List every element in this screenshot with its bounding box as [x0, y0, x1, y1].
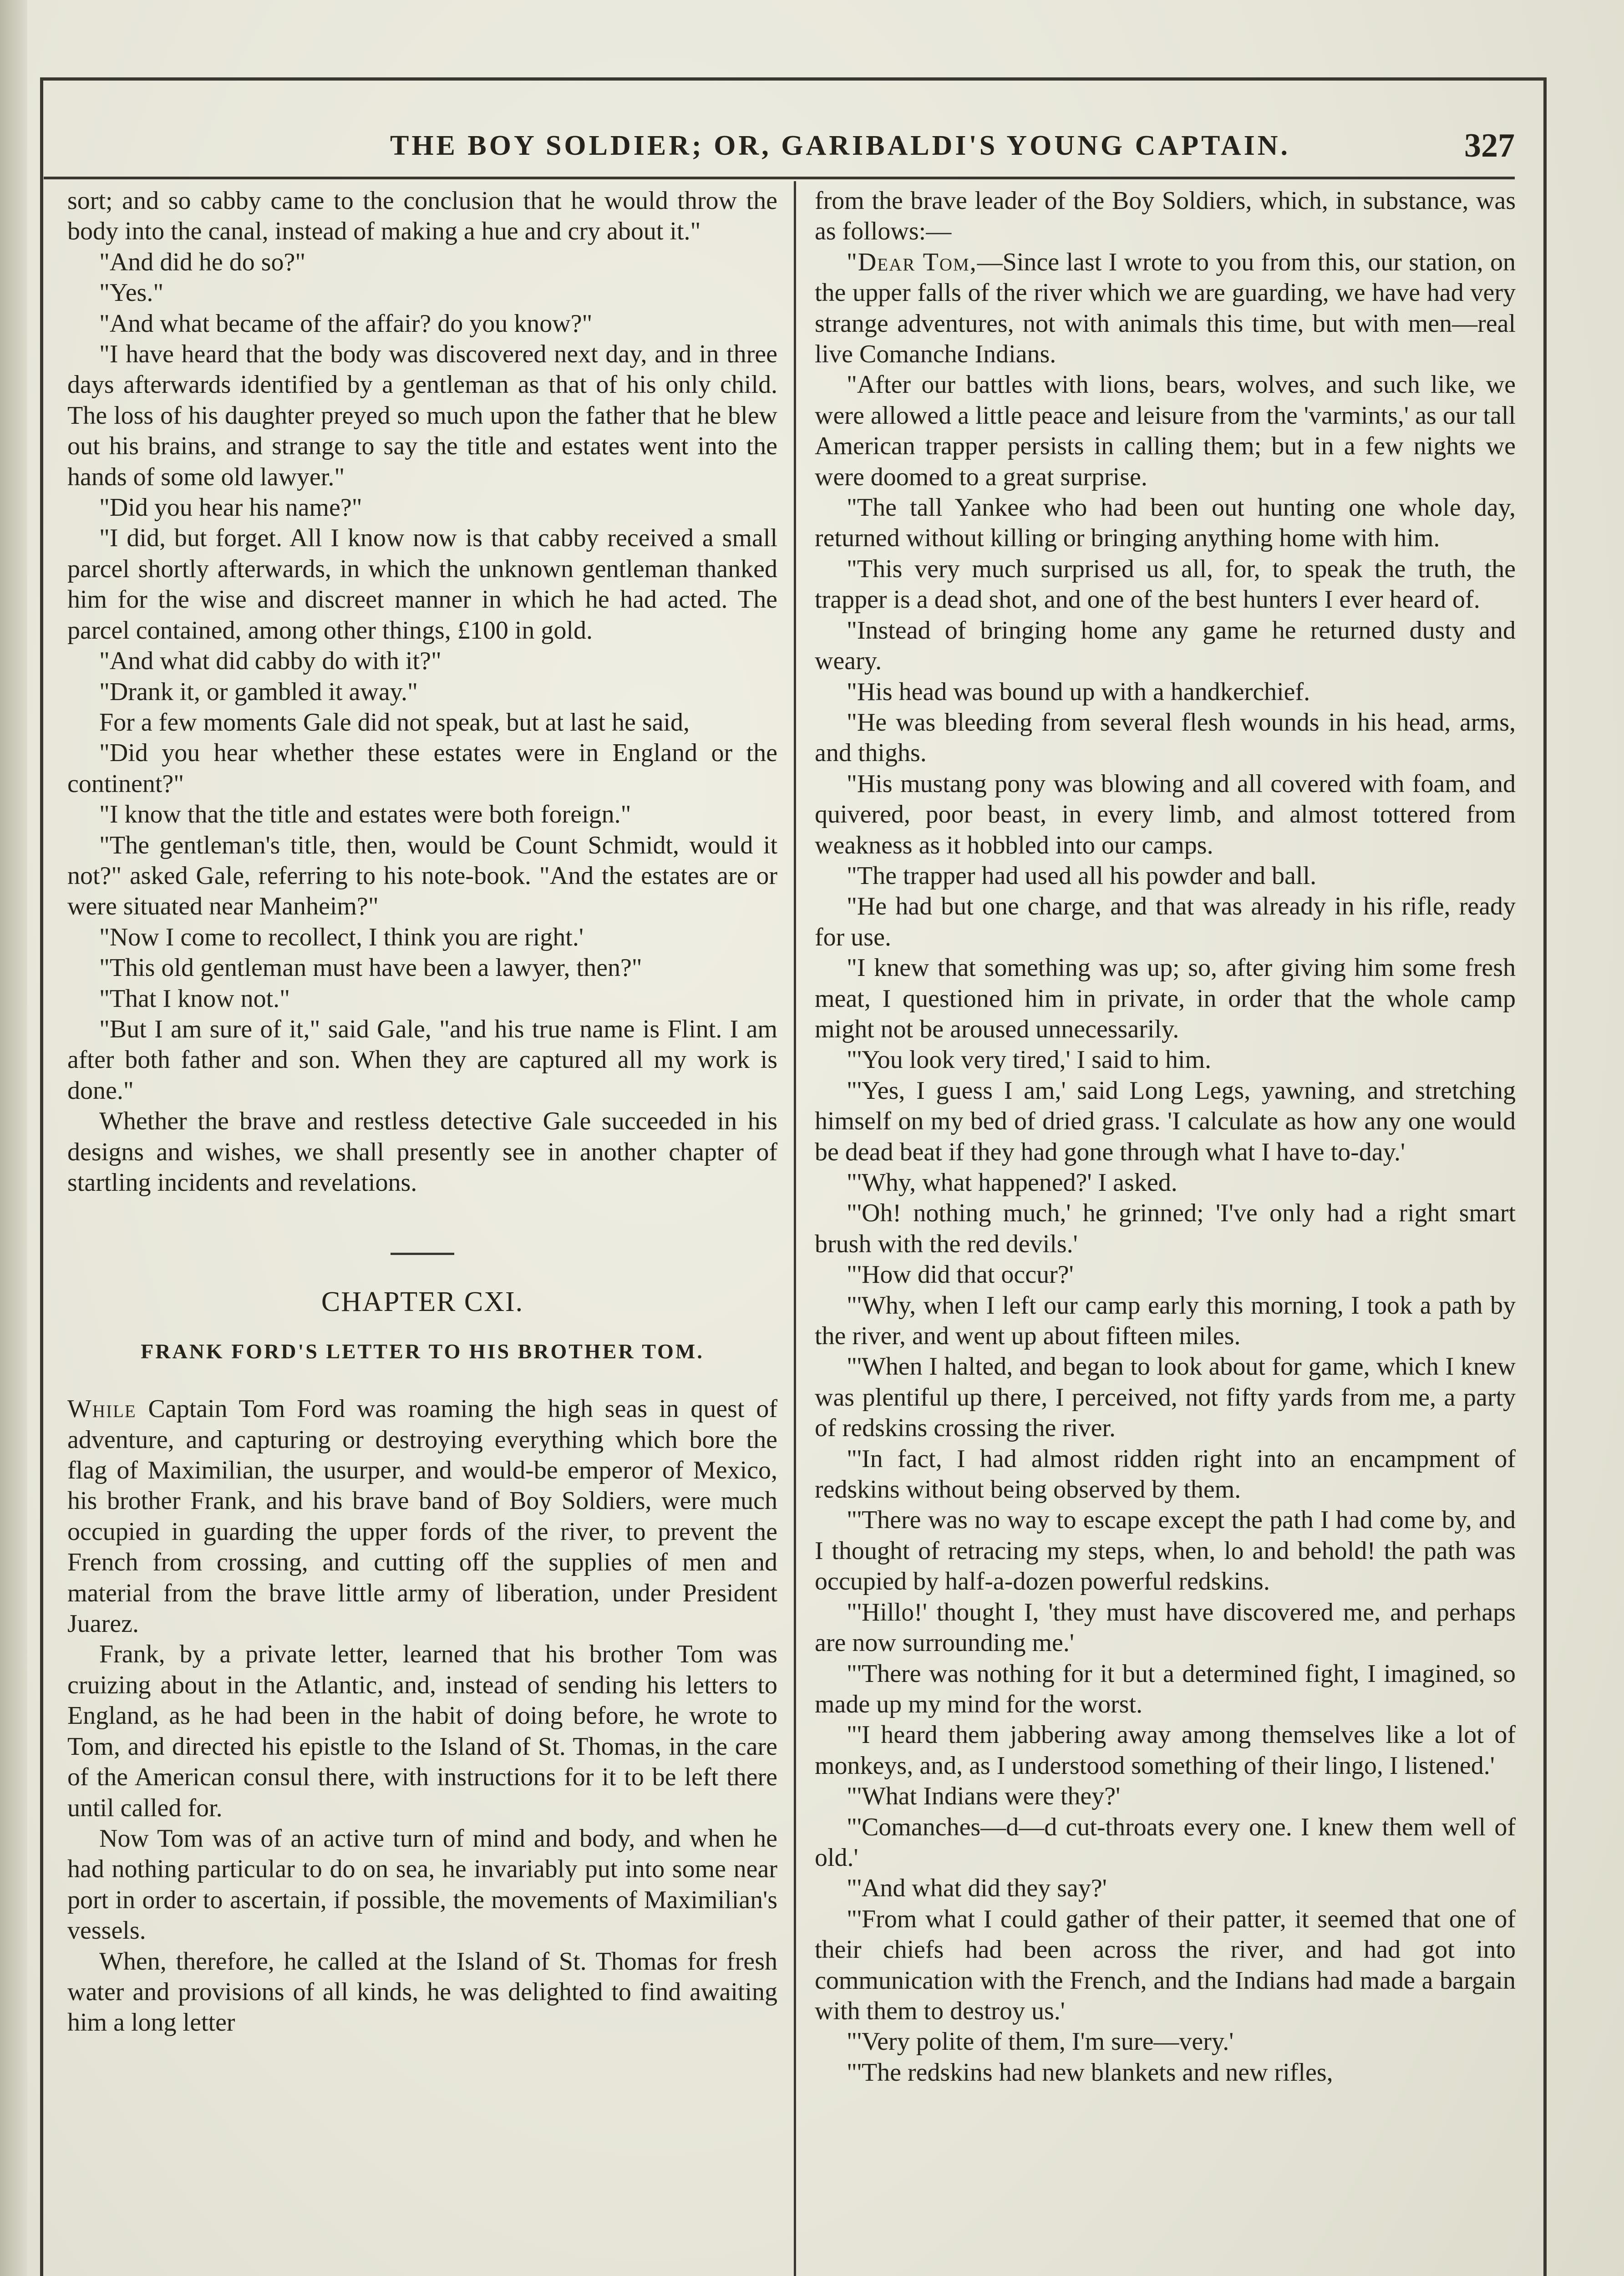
- paragraph: "I know that the title and estates were both foreign.": [99, 800, 631, 829]
- paragraph: "He was bleeding from several flesh wounds in his head, arms, and thighs.: [815, 708, 1516, 767]
- paragraph: "That I know not.": [99, 984, 290, 1013]
- paragraph: "Did you hear whether these estates were in England or the continent?": [67, 739, 777, 798]
- paragraph: "The tall Yankee who had been out hunting one whole day, returned without killing or bringing anything home with him.: [815, 493, 1516, 553]
- paragraph: "'Oh! nothing much,' he grinned; 'I've only had a right smart brush with the red devils.': [815, 1199, 1516, 1258]
- paragraph: "I knew that something was up; so, after giving him some fresh meat, I questioned him in private, in order that the whole camp might not be aroused unnecessarily.: [815, 954, 1516, 1043]
- paragraph: "But I am sure of it," said Gale, "and his true name is Flint. I am after both father and son. When they are captured all my work is done.": [67, 1015, 777, 1105]
- paragraph: "Yes.": [99, 279, 164, 307]
- paragraph: "'Why, what happened?' I asked.: [847, 1168, 1177, 1197]
- left-column: [67, 186, 777, 2276]
- paragraph: "'In fact, I had almost ridden right into an encampment of redskins without being observed by them.: [815, 1444, 1516, 1504]
- paragraph: Now Tom was of an active turn of mind and body, and when he had nothing particular to do on sea, he invariably put into some near port in order to ascertain, if possible, the movements of Maximilian's vessels.: [67, 1824, 777, 1945]
- paragraph: "This old gentleman must have been a lawyer, then?": [99, 954, 642, 982]
- paragraph-body: —Since last I wrote to you from this, our station, on the upper falls of the river which we are guarding, we have had very strange adventures, not with animals this time, but with men—real live Comanche Indians.: [815, 248, 1516, 369]
- drop-lead-word: While: [67, 1395, 137, 1423]
- paragraph: from the brave leader of the Boy Soldiers, which, in substance, was as follows:—: [815, 187, 1516, 246]
- paragraph: "Instead of bringing home any game he returned dusty and weary.: [815, 616, 1516, 676]
- header-rule: [44, 177, 1515, 179]
- paragraph: "'There was nothing for it but a determined fight, I imagined, so made up my mind for the worst.: [815, 1659, 1516, 1718]
- paragraph: Whether the brave and restless detective Gale succeeded in his designs and wishes, we shall presently see in another chapter of startling incidents and revelations.: [67, 1107, 777, 1197]
- paragraph: "And what became of the affair? do you know?": [99, 309, 593, 338]
- paragraph: "After our battles with lions, bears, wolves, and such like, we were allowed a little peace and leisure from the 'varmints,' as our tall American trapper persists in calling them; but in a few nights we were doomed to a great surprise.: [815, 371, 1516, 491]
- paragraph: For a few moments Gale did not speak, but at last he said,: [99, 708, 690, 737]
- paragraph: "I have heard that the body was discovered next day, and in three days afterwards identified by a gentleman as that of his only child. The loss of his daughter preyed so much upon the father that he blew out his brains, and strange to say the title and estates went into the hands of some old lawyer.": [67, 340, 777, 491]
- paragraph: "Now I come to recollect, I think you are right.': [99, 923, 584, 951]
- chapter-heading: CHAPTER CXI.: [321, 1286, 524, 1318]
- paragraph: "And what did cabby do with it?": [99, 647, 442, 676]
- paragraph: "'You look very tired,' I said to him.: [847, 1046, 1212, 1074]
- chapter-opening-paragraph: [67, 1394, 777, 1639]
- paragraph: "Drank it, or gambled it away.": [99, 677, 418, 706]
- paragraph: When, therefore, he called at the Island of St. Thomas for fresh water and provisions of all kinds, he was delighted to find awaiting him a long letter: [67, 1947, 777, 2037]
- paragraph: "'Why, when I left our camp early this morning, I took a path by the river, and went up about fifteen miles.: [815, 1291, 1516, 1351]
- book-spine-shadow: [0, 0, 27, 2276]
- section-divider: [391, 1253, 454, 1255]
- paragraph: "'When I halted, and began to look about for game, which I knew was plentiful up there, I perceived, not fifty yards from me, a party of redskins crossing the river.: [815, 1352, 1516, 1443]
- paragraph: "'Very polite of them, I'm sure—very.': [847, 2027, 1234, 2056]
- page-number: 327: [1464, 127, 1515, 164]
- paragraph: sort; and so cabby came to the conclusion that he would throw the body into the canal, instead of making a hue and cry about it.": [67, 187, 777, 246]
- paragraph: "The gentleman's title, then, would be Count Schmidt, would it not?" asked Gale, referring to his note-book. "And the estates are or were situated near Manheim?": [67, 831, 777, 921]
- letter-opening-paragraph: [815, 247, 1516, 370]
- paragraph: "This very much surprised us all, for, to speak the truth, the trapper is a dead shot, and one of the best hunters I ever heard of.: [815, 554, 1516, 614]
- paragraph: "He had but one charge, and that was already in his rifle, ready for use.: [815, 892, 1516, 951]
- right-column: [815, 186, 1516, 2276]
- paragraph: "'And what did they say?': [847, 1874, 1107, 1903]
- letter-salutation: "Dear Tom,: [847, 248, 977, 276]
- paragraph: "His head was bound up with a handkerchief.: [847, 677, 1310, 706]
- paragraph: "'There was no way to escape except the path I had come by, and I thought of retracing my steps, when, lo and behold! the path was occupied by half-a-dozen powerful redskins.: [815, 1506, 1516, 1596]
- paragraph: "I did, but forget. All I know now is that cabby received a small parcel shortly afterwards, in which the unknown gentleman thanked him for the wise and discreet manner in which he had acted. The parcel contained, among other things, £100 in gold.: [67, 524, 777, 645]
- paragraph: "'The redskins had new blankets and new rifles,: [847, 2058, 1333, 2087]
- paragraph: "'Yes, I guess I am,' said Long Legs, yawning, and stretching himself on my bed of dried grass. 'I calculate as how any one would be dead beat if they had gone through what I have to-day.': [815, 1076, 1516, 1166]
- chapter-subtitle: FRANK FORD'S LETTER TO HIS BROTHER TOM.: [141, 1339, 704, 1363]
- paragraph: "'What Indians were they?': [847, 1782, 1121, 1811]
- paragraph: "'From what I could gather of their patter, it seemed that one of their chiefs had been across the river, and had got into communication with the French, and the Indians had made a bargain with them to destroy us.': [815, 1905, 1516, 2025]
- page-header: [44, 123, 1515, 173]
- paragraph: "The trapper had used all his powder and ball.: [847, 861, 1317, 890]
- paragraph: "His mustang pony was blowing and all covered with foam, and quivered, poor beast, in every limb, and almost tottered from weakness as it hobbled into our camps.: [815, 769, 1516, 859]
- paragraph: "Did you hear his name?": [99, 493, 362, 522]
- paragraph: "'How did that occur?': [847, 1260, 1074, 1289]
- paragraph: "And did he do so?": [99, 248, 306, 276]
- paragraph: Frank, by a private letter, learned that his brother Tom was cruizing about in the Atlantic, and, instead of sending his letters to England, as he had been in the habit of doing before, he wrote to Tom, and directed his epistle to the Island of St. Thomas, in the care of the American consul there, with instructions for it to be left there until called for.: [67, 1640, 777, 1822]
- paragraph-body: Captain Tom Ford was roaming the high seas in quest of adventure, and capturing or destroying everything which bore the flag of Maximilian, the usurper, and would-be emperor of Mexico, his brother Frank, and his brave band of Boy Soldiers, were much occupied in guarding the upper fords of the river, to prevent the French from crossing, and cutting off the supplies of men and material from the brave little army of liberation, under President Juarez.: [67, 1395, 777, 1638]
- running-title: THE BOY SOLDIER; OR, GARIBALDI'S YOUNG CAPTAIN.: [390, 130, 1291, 161]
- column-divider: [794, 181, 796, 2276]
- paragraph: "'I heard them jabbering away among themselves like a lot of monkeys, and, as I understood something of their lingo, I listened.': [815, 1721, 1516, 1780]
- paragraph: "'Hillo!' thought I, 'they must have discovered me, and perhaps are now surrounding me.': [815, 1598, 1516, 1657]
- paragraph: "'Comanches—d—d cut-throats every one. I knew them well of old.': [815, 1813, 1516, 1872]
